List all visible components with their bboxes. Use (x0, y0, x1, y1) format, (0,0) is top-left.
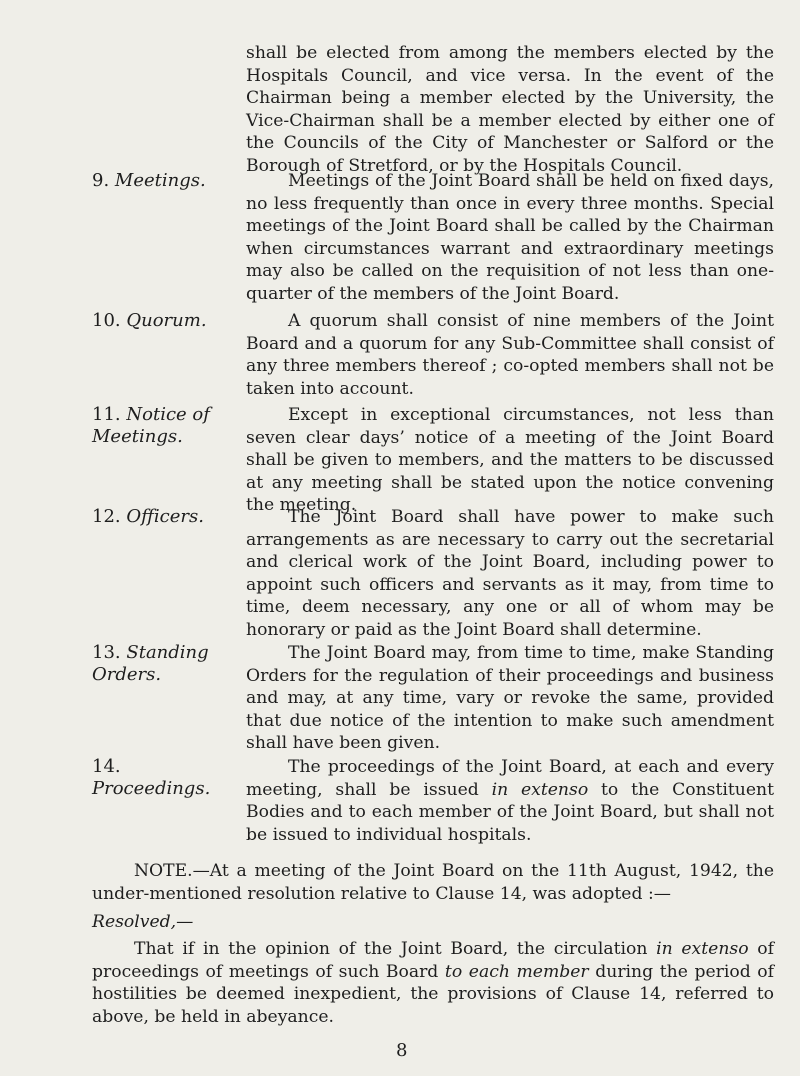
clause-text: The Joint Board may, from time to time, make Standing Orders for the regulation of their proceedings and business and may, at any time, vary or revoke the same, provided that due notice of the intention to make such amendment shall have been given. (246, 643, 774, 754)
clause-11-body (246, 404, 774, 517)
note-paragraph (92, 860, 774, 905)
clause-number: 10. (92, 310, 121, 331)
clause-number: 13. (92, 642, 121, 663)
clause-text: The proceedings of the Joint Board, at each and every meeting, shall be issued in extenso to the Constituent Bodies and to each member of the Joint Board, but shall not be issued to individual hospitals. (246, 757, 774, 845)
clause-title: Notice of Meetings. (92, 404, 210, 447)
clause-10-body (246, 310, 774, 400)
clause-text: Meetings of the Joint Board shall be held on fixed days, no less frequently than once in every three months. Special meetings of the Joint Board shall be called by the Chairman when circumstances warrant and extraordinary meetings may also be called on the requisition of not less than one-quarter of the members of the Joint Board. (246, 171, 774, 304)
clause-number: 9. (92, 170, 110, 191)
clause-title: Proceedings. (92, 778, 211, 799)
clause-12-heading (92, 506, 242, 528)
clause-9-body (246, 170, 774, 306)
clause-text: A quorum shall consist of nine members of the Joint Board and a quorum for any Sub-Committee shall consist of any three members thereof ; co-opted members shall not be taken into account. (246, 311, 774, 399)
intro-text: shall be elected from among the members elected by the Hospitals Council, and vice versa. In the event of the Chairman being a member elected by the University, the Vice-Chairman shall be a member elected by either one of the Councils of the City of Manchester or Salford or the Borough of Stretford, or by the Hospitals Council. (246, 43, 774, 176)
note-text: NOTE.—At a meeting of the Joint Board on the 11th August, 1942, the under-mentioned resolution relative to Clause 14, was adopted :— (92, 861, 774, 904)
clause-13-heading (92, 642, 242, 686)
clause-number: 14. (92, 756, 121, 777)
intro-paragraph (246, 42, 774, 178)
clause-12-body (246, 506, 774, 642)
clause-number: 12. (92, 506, 121, 527)
clause-title: Standing Orders. (92, 642, 209, 685)
clause-text: Except in exceptional circumstances, not less than seven clear days’ notice of a meeting of the Joint Board shall be given to members, and the matters to be discussed at any meeting shall be stated upon the notice convening the meeting. (246, 405, 774, 516)
resolution-paragraph: That if in the opinion of the Joint Board, the circulation in extenso of proceedings of meetings of such Board to each member during the period of hostilities be deemed inexpedient, the provisions of Clause 14, referred to above, be held in abeyance. (92, 939, 775, 1027)
clause-13-body (246, 642, 774, 755)
clause-11-heading (92, 404, 242, 448)
clause-14-heading (92, 756, 242, 800)
clause-title: Meetings. (114, 170, 206, 191)
clause-number: 11. (92, 404, 121, 425)
resolved-label: Resolved,— (92, 912, 194, 932)
clause-9-heading (92, 170, 242, 192)
page-number: 8 (396, 1040, 408, 1061)
clause-title: Quorum. (126, 310, 207, 331)
clause-text: The Joint Board shall have power to make such arrangements as are necessary to carry out the secretarial and clerical work of the Joint Board, including power to appoint such officers and servants as it may, from time to time, deem necessary, any one or all of whom may be honorary or paid as the Joint Board shall determine. (246, 507, 774, 640)
clause-14-body (246, 756, 774, 846)
clause-10-heading (92, 310, 242, 332)
clause-title: Officers. (126, 506, 204, 527)
